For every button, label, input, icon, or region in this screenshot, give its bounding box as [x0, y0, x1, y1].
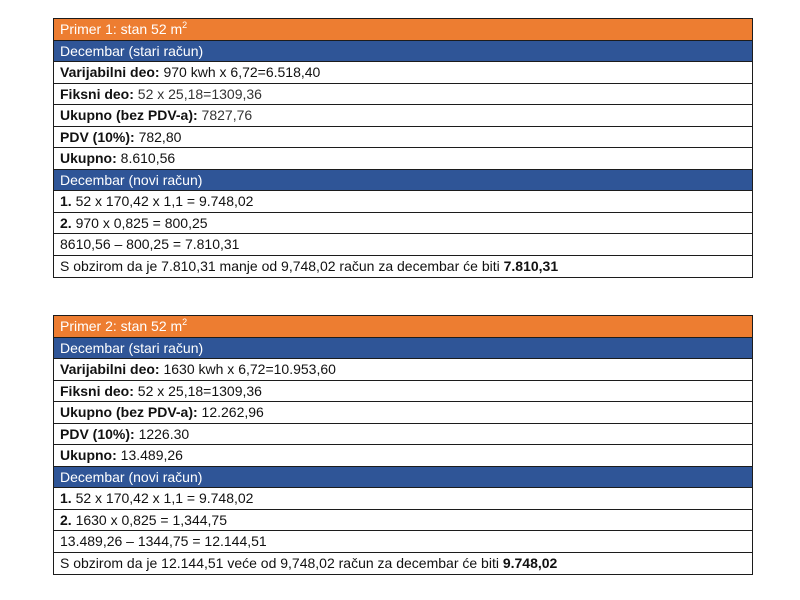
- row-label: Ukupno (bez PDV-a):: [60, 107, 198, 123]
- row-label: PDV (10%):: [60, 128, 135, 145]
- row-label: 1.: [60, 490, 72, 506]
- row-value: 7827,76: [197, 107, 253, 123]
- row-value: 782,80: [134, 128, 182, 145]
- table-row: [54, 531, 752, 553]
- row-value: 1226.30: [134, 425, 190, 442]
- table-row: [54, 234, 752, 256]
- table-title: [54, 316, 752, 338]
- row-value: 52 x 170,42 x 1,1 = 9.748,02: [71, 193, 254, 209]
- table-row: [54, 105, 752, 127]
- row-label: Fiksni deo:: [60, 382, 134, 399]
- table-row: [54, 510, 752, 532]
- row-value: 970 x 0,825 = 800,25: [71, 214, 208, 231]
- section-header-old-bill: Decembar (stari račun): [54, 41, 752, 63]
- table-row: [54, 127, 752, 149]
- table-row: [54, 62, 752, 84]
- row-value: 8610,56 – 800,25 = 7.810,31: [60, 236, 240, 252]
- row-value: 13.489,26 – 1344,75 = 12.144,51: [60, 533, 267, 549]
- table-title-superscript: 2: [182, 317, 188, 327]
- conclusion-row: [54, 256, 752, 278]
- table-row: [54, 359, 752, 381]
- conclusion-text: S obzirom da je 12.144,51 veće od 9,748,02 račun za decembar će biti: [60, 554, 503, 571]
- row-label: Fiksni deo:: [60, 85, 134, 102]
- row-label: PDV (10%):: [60, 425, 135, 442]
- section-header-new-bill: Decembar (novi račun): [54, 170, 752, 192]
- example-table-1: [53, 18, 753, 278]
- table-title: [54, 19, 752, 41]
- row-label: 2.: [60, 511, 72, 528]
- row-value: 1630 x 0,825 = 1,344,75: [71, 511, 227, 528]
- table-row: [54, 381, 752, 403]
- conclusion-text: S obzirom da je 7.810,31 manje od 9,748,02 račun za decembar će biti: [60, 257, 504, 274]
- row-label: 2.: [60, 214, 72, 231]
- row-value: 12.262,96: [197, 404, 264, 420]
- row-label: 1.: [60, 193, 72, 209]
- row-label: Varijabilni deo:: [60, 64, 160, 80]
- row-value: 1630 kwh x 6,72=10.953,60: [159, 361, 336, 377]
- table-row: [54, 445, 752, 467]
- row-value: 13.489,26: [116, 447, 183, 463]
- row-value: 52 x 25,18=1309,36: [133, 382, 262, 399]
- row-value: 52 x 170,42 x 1,1 = 9.748,02: [71, 490, 254, 506]
- table-title-superscript: 2: [182, 20, 188, 30]
- section-header-old-bill: Decembar (stari račun): [54, 338, 752, 360]
- row-label: Ukupno (bez PDV-a):: [60, 404, 198, 420]
- row-value: 52 x 25,18=1309,36: [133, 85, 262, 102]
- table-row: [54, 402, 752, 424]
- table-row: [54, 191, 752, 213]
- table-row: [54, 84, 752, 106]
- row-label: Ukupno:: [60, 447, 117, 463]
- conclusion-row: [54, 553, 752, 575]
- row-label: Varijabilni deo:: [60, 361, 160, 377]
- table-row: [54, 488, 752, 510]
- row-value: 8.610,56: [116, 150, 176, 166]
- conclusion-result: 9.748,02: [502, 554, 558, 571]
- example-table-2: [53, 315, 753, 575]
- table-title-text: Primer 1: stan 52 m: [60, 21, 183, 37]
- conclusion-result: 7.810,31: [503, 257, 559, 274]
- table-row: [54, 213, 752, 235]
- table-row: [54, 148, 752, 170]
- table-title-text: Primer 2: stan 52 m: [60, 318, 183, 334]
- row-label: Ukupno:: [60, 150, 117, 166]
- section-header-new-bill: Decembar (novi račun): [54, 467, 752, 489]
- row-value: 970 kwh x 6,72=6.518,40: [159, 64, 321, 80]
- table-row: [54, 424, 752, 446]
